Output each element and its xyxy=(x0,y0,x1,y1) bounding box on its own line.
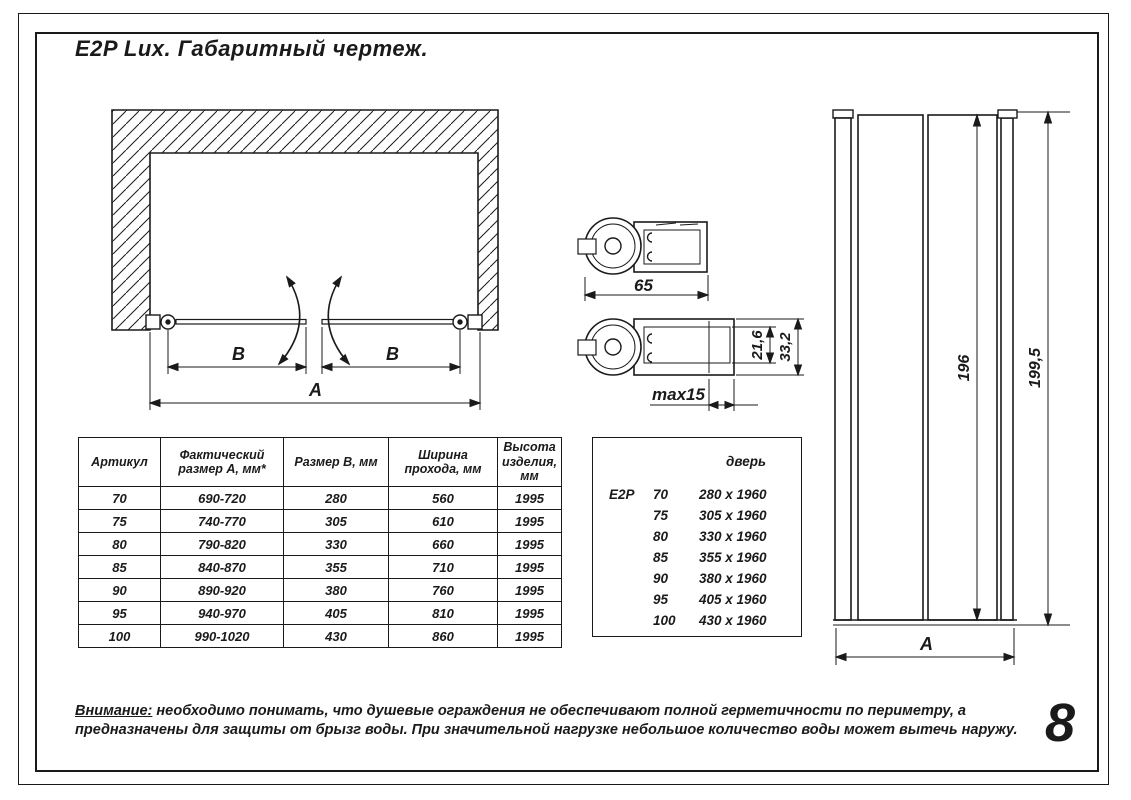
dim-label-65: 65 xyxy=(634,276,653,295)
dim-label-max15: max15 xyxy=(652,385,705,404)
dim-label-21-6: 21,6 xyxy=(749,330,766,360)
warning-note xyxy=(75,702,1020,740)
list-item: E2P 70 280 x 1960 xyxy=(609,484,793,505)
wall-hatched xyxy=(112,110,498,330)
list-item: 75 305 x 1960 xyxy=(653,508,767,523)
dim-label-199-5: 199,5 xyxy=(1027,347,1044,389)
profile-section-top xyxy=(578,218,707,274)
door-leaf-left xyxy=(176,320,306,325)
hinge-left xyxy=(146,315,175,329)
profile-sections-drawing xyxy=(572,195,817,430)
dim-label-33-2: 33,2 xyxy=(777,332,794,362)
col-header-pass-width: Ширина прохода, мм xyxy=(389,438,498,487)
size-table-header-row xyxy=(79,438,562,487)
col-header-size-a: Фактический размер А, мм* xyxy=(161,438,284,487)
plan-view-drawing xyxy=(100,98,520,418)
list-item: 100 430 x 1960 xyxy=(653,613,767,628)
table-row: 85 840-870 355 710 1995 xyxy=(79,556,562,579)
list-item: 95 405 x 1960 xyxy=(653,592,767,607)
table-row: 80 790-820 330 660 1995 xyxy=(79,533,562,556)
page-title: E2P Lux. Габаритный чертеж. xyxy=(75,36,429,61)
dim-label-a-elevation: A xyxy=(920,634,933,654)
dim-label-b-right: B xyxy=(386,344,399,364)
size-table xyxy=(78,437,562,648)
hinge-right xyxy=(453,315,482,329)
front-elevation-drawing xyxy=(828,96,1078,681)
dim-label-a: A xyxy=(309,380,322,400)
warning-label: Внимание: xyxy=(75,703,153,719)
table-row: 90 890-920 380 760 1995 xyxy=(79,579,562,602)
door-size-box xyxy=(592,437,802,637)
door-box-title: дверь xyxy=(726,454,766,469)
col-header-article: Артикул xyxy=(79,438,161,487)
profile-section-bottom xyxy=(578,319,734,375)
page-number: 8 xyxy=(1044,693,1076,753)
table-row: 100 990-1020 430 860 1995 xyxy=(79,625,562,648)
dim-label-b-left: B xyxy=(232,344,245,364)
col-header-size-b: Размер В, мм xyxy=(284,438,389,487)
table-row: 75 740-770 305 610 1995 xyxy=(79,510,562,533)
dim-label-196: 196 xyxy=(956,354,973,382)
table-row: 95 940-970 405 810 1995 xyxy=(79,602,562,625)
door-leaf-right xyxy=(322,320,453,325)
list-item: 80 330 x 1960 xyxy=(653,529,767,544)
warning-text: необходимо понимать, что душевые ограждения не обеспечивают полной герметичности по периметру, а предназначены для защиты от брызг воды. При значительной нагрузке небольшое количество воды может вытечь наружу. xyxy=(75,703,1018,738)
table-row: 70 690-720 280 560 1995 xyxy=(79,487,562,510)
list-item: 90 380 x 1960 xyxy=(653,571,767,586)
model-label: E2P xyxy=(609,487,635,502)
list-item: 85 355 x 1960 xyxy=(653,550,767,565)
col-header-height: Высота изделия, мм xyxy=(498,438,562,487)
